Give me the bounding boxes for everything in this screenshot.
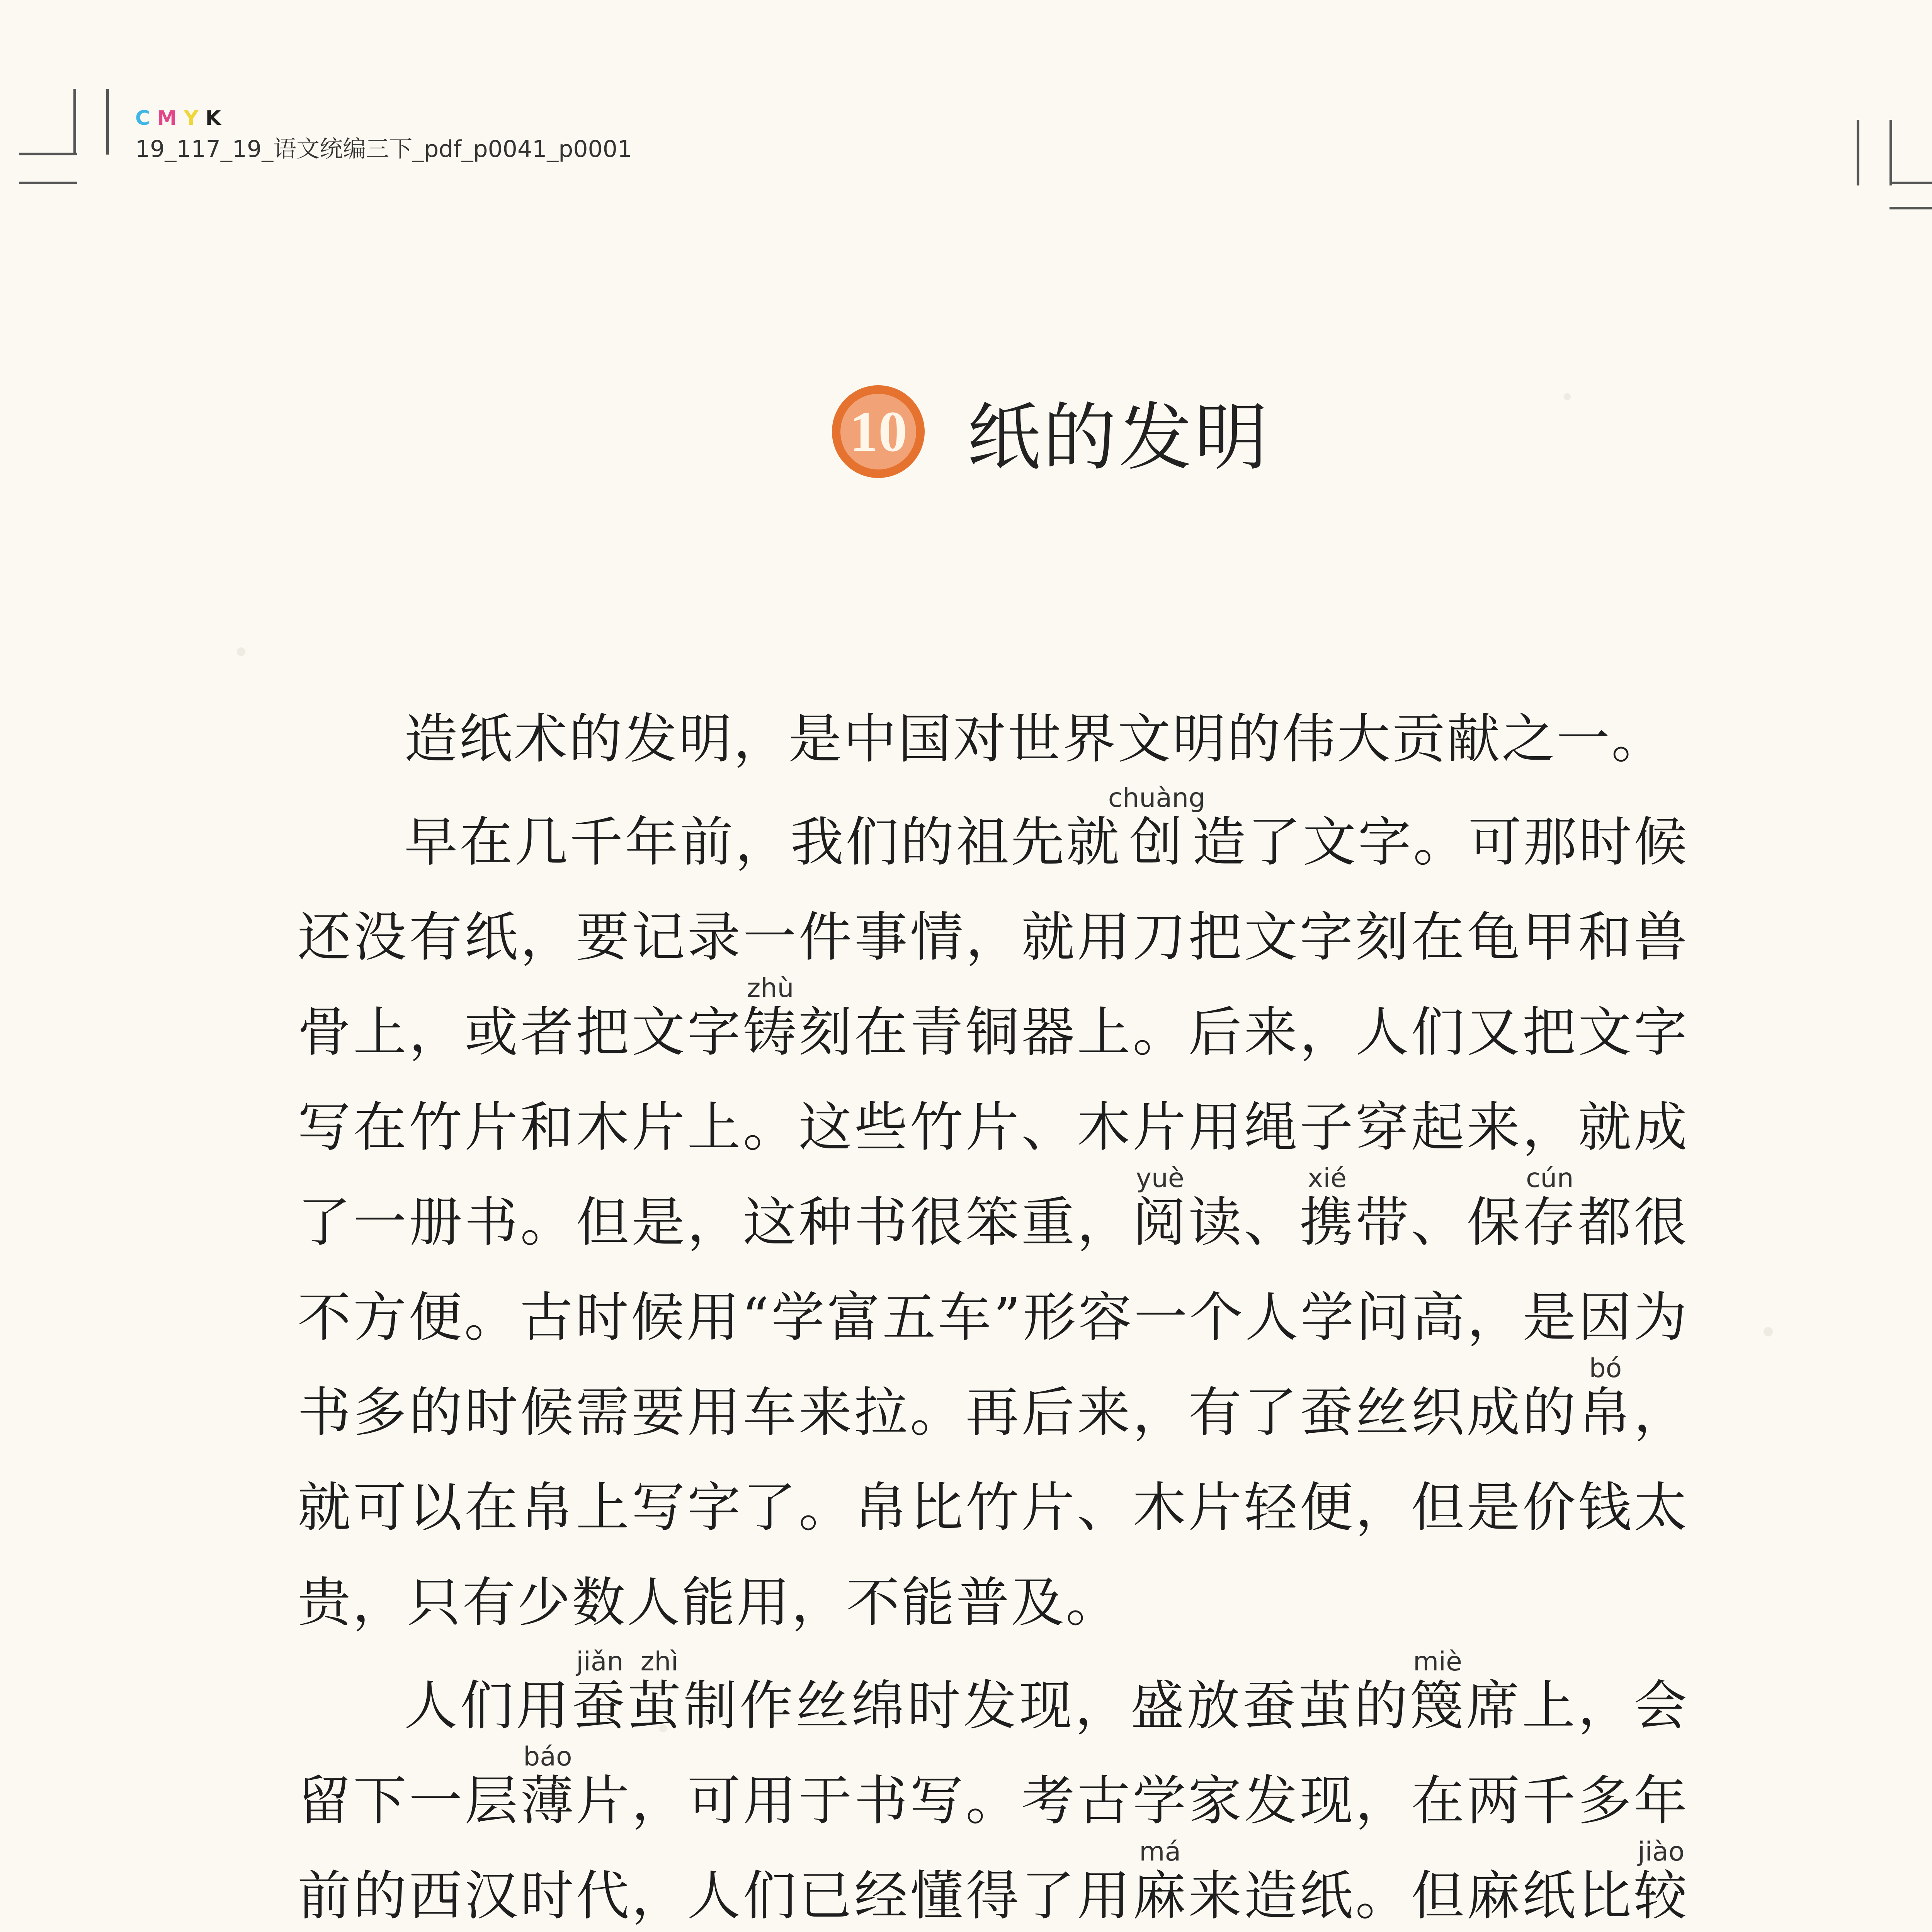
pinyin: má	[1133, 1837, 1188, 1867]
pinyin-annotated-word	[520, 1742, 576, 1832]
annotated-characters: 创	[1108, 811, 1206, 873]
text-run: 造纸术的发明，是中国对世界文明的伟大贡献之一。	[404, 708, 1667, 770]
text-run: 带、保	[1355, 1191, 1522, 1253]
cmyk-m: M	[157, 107, 184, 130]
lesson-title: 纸的发明	[967, 395, 1270, 480]
annotated-characters: 帛	[1578, 1381, 1634, 1444]
lesson-heading	[0, 379, 1932, 484]
annotated-characters: 携	[1299, 1191, 1355, 1253]
print-job-info: 19_117_19_语文统编三下_pdf_p0041_p0001	[135, 136, 633, 163]
annotated-characters: 阅	[1133, 1191, 1189, 1253]
text-run: 人们用	[404, 1675, 572, 1737]
lesson-number-badge: 10	[832, 385, 925, 478]
cmyk-marks	[135, 108, 632, 128]
text-run: 造了文字。可那时候还没有纸，要记录一件事情，就用刀把文字刻在龟甲和兽骨上，或者把文字	[298, 811, 1689, 1063]
pinyin: xié	[1299, 1163, 1355, 1194]
annotated-characters: 篾	[1410, 1675, 1466, 1737]
pinyin: jiào	[1633, 1837, 1689, 1867]
crop-mark-top-right-h	[1889, 182, 1932, 184]
pinyin: miè	[1410, 1646, 1465, 1677]
cmyk-y: Y	[184, 107, 206, 130]
pinyin: báo	[520, 1742, 575, 1772]
pinyin-annotated-word	[571, 1646, 684, 1737]
cmyk-k: K	[205, 107, 228, 130]
crop-mark-top-left-v1	[73, 89, 76, 155]
text-run: 读、	[1188, 1191, 1300, 1253]
annotated-characters: 铸	[743, 1001, 799, 1063]
text-run: 制作丝绵时发现，盛放蚕茧的	[684, 1675, 1410, 1737]
annotated-characters: 麻	[1133, 1865, 1189, 1927]
pinyin: jiǎn zhì	[571, 1646, 683, 1677]
paragraph	[298, 783, 1689, 1650]
text-run: ，就可以在帛上写字了。帛比竹片、木片轻便，但是价钱太贵，只有少数人能用，不能普及。	[298, 1381, 1689, 1634]
text-run: 刻在青铜器上。后来，人们又把文字写在竹片和木片上。这些竹片、木片用绳子穿起来，就成了一册书。但是，这种书很笨重，	[298, 1001, 1689, 1253]
pinyin-annotated-word	[1522, 1163, 1578, 1253]
pinyin: chuàng	[1108, 783, 1206, 813]
text-run: 片，可用于书写。考古学家发现，在两千多年前的西汉时代，人们已经懂得了用	[298, 1770, 1689, 1927]
crop-mark-top-left-v2	[106, 89, 109, 155]
pinyin-annotated-word	[1299, 1163, 1355, 1253]
pinyin: yuè	[1133, 1163, 1188, 1194]
pinyin: zhù	[743, 973, 798, 1003]
crop-mark-top-right-h2	[1889, 207, 1932, 209]
pinyin: cún	[1522, 1163, 1577, 1194]
crop-mark-top-right-v2	[1889, 120, 1892, 185]
pinyin-annotated-word	[1133, 1163, 1189, 1253]
crop-mark-top-right-v1	[1857, 120, 1859, 185]
text-run: 早在几千年前，我们的祖先就	[404, 811, 1121, 873]
crop-mark-top-left-h2	[19, 182, 77, 184]
lesson-body	[298, 692, 1689, 1932]
paragraph	[298, 692, 1689, 787]
text-run: 都很不方便。古时候用“学富五车”形容一个人学问高，是因为书多的时候需要用车来拉。再后来，有了蚕丝织成的	[298, 1191, 1689, 1444]
cmyk-c: C	[135, 107, 157, 130]
pinyin-annotated-word	[1108, 783, 1206, 873]
paragraph	[298, 1646, 1689, 1932]
text-run: 来造纸。但麻纸比	[1188, 1865, 1634, 1927]
annotated-characters: 存	[1522, 1191, 1578, 1253]
pinyin-annotated-word	[1633, 1837, 1689, 1927]
annotated-characters: 薄	[520, 1770, 576, 1832]
print-header	[135, 108, 632, 164]
text-run: 席上，会留下一层	[298, 1675, 1689, 1832]
pinyin: bó	[1578, 1353, 1633, 1384]
annotated-characters: 较	[1633, 1865, 1689, 1927]
pinyin-annotated-word	[743, 973, 799, 1063]
pinyin-annotated-word	[1133, 1837, 1189, 1927]
pinyin-annotated-word	[1410, 1646, 1466, 1737]
pinyin-annotated-word	[1578, 1353, 1634, 1444]
crop-mark-top-left-h	[19, 153, 77, 155]
annotated-characters: 蚕茧	[571, 1675, 684, 1737]
